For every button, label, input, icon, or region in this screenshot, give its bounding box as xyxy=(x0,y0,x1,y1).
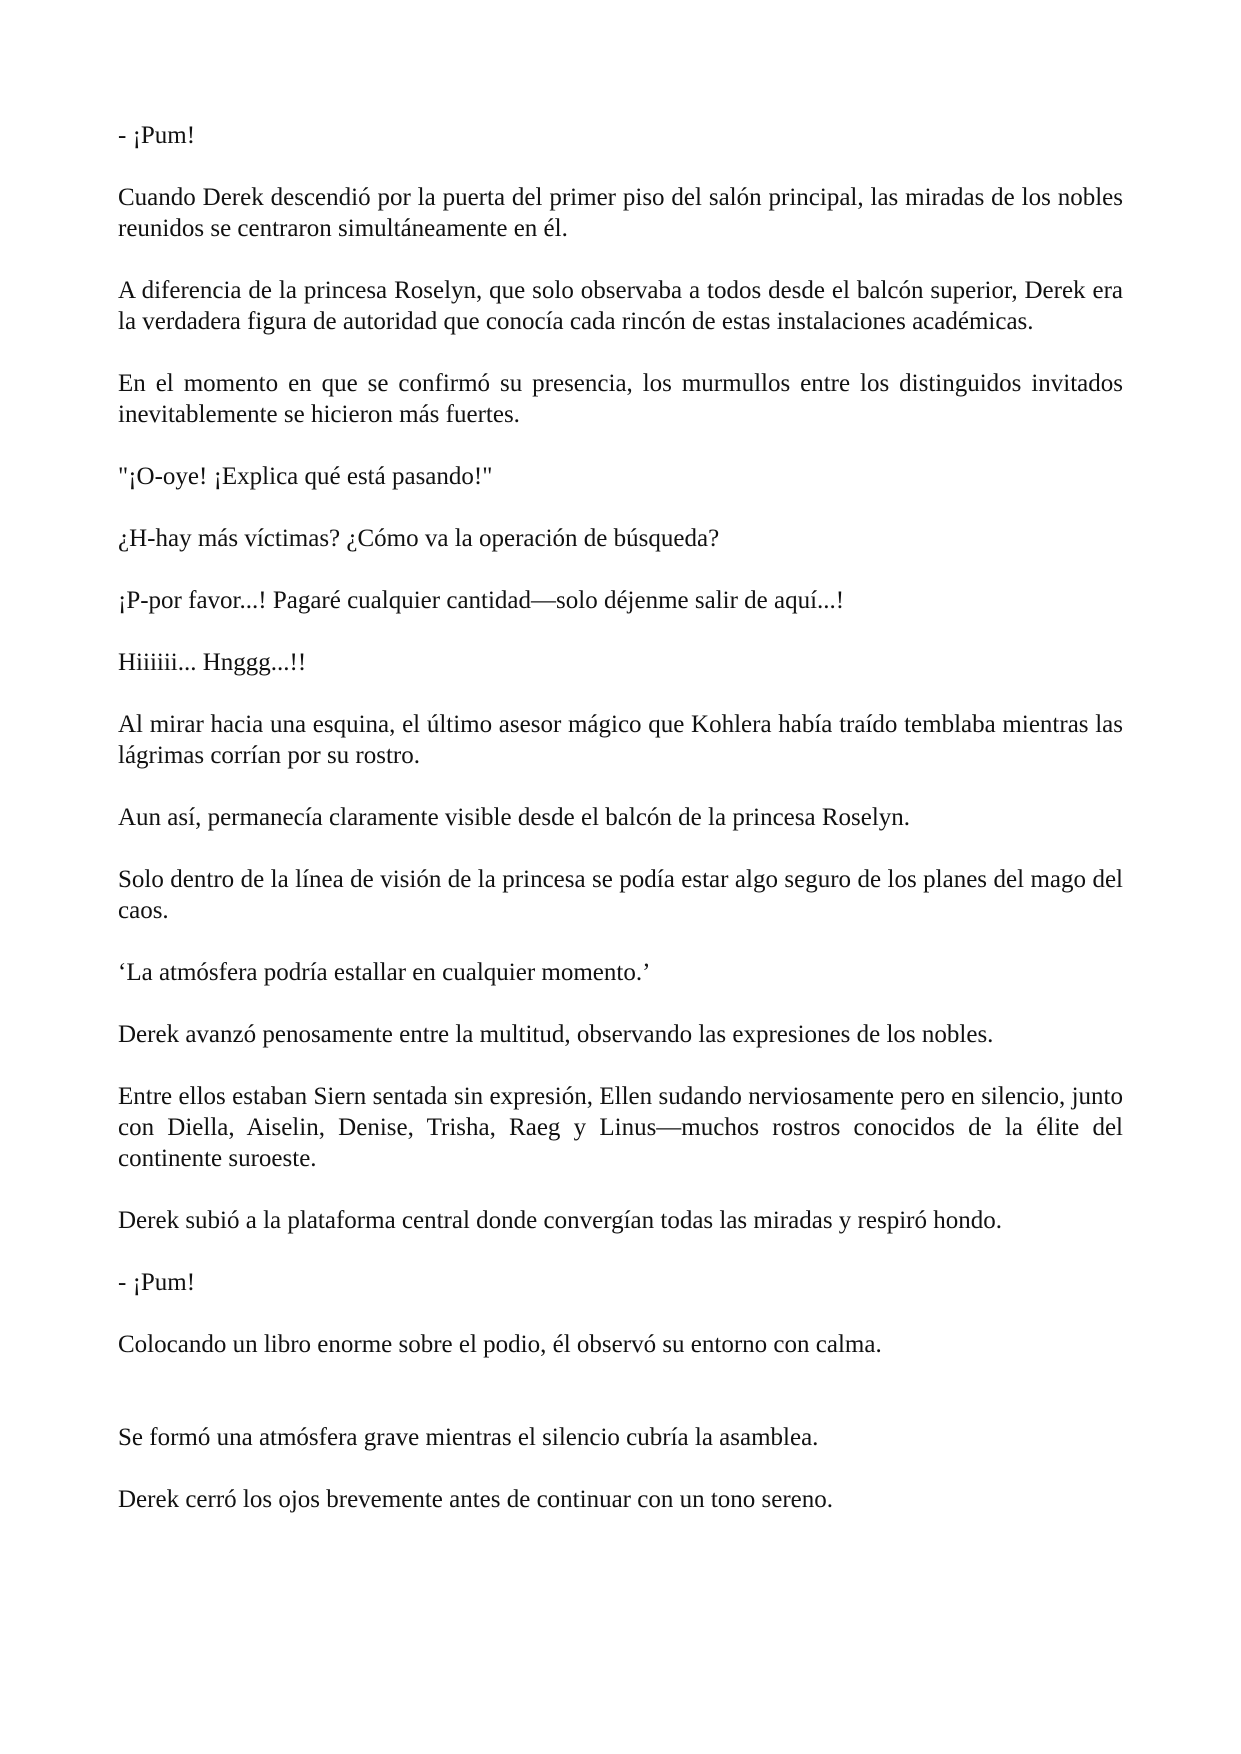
paragraph-6: ¿H-hay más víctimas? ¿Cómo va la operación de búsqueda? xyxy=(118,525,720,552)
document-body xyxy=(118,120,1123,1546)
paragraph-11: Solo dentro de la línea de visión de la princesa se podía estar algo seguro de los planes del mago del caos. xyxy=(118,866,1123,924)
paragraph-15: Derek subió a la plataforma central donde convergían todas las miradas y respiró hondo. xyxy=(118,1207,1002,1234)
paragraph-19: Derek cerró los ojos brevemente antes de continuar con un tono sereno. xyxy=(118,1486,834,1513)
paragraph-3: A diferencia de la princesa Roselyn, que solo observaba a todos desde el balcón superior, Derek era la verdadera figura de autoridad que conocía cada rincón de estas instalaciones académicas. xyxy=(118,277,1123,335)
paragraph-10: Aun así, permanecía claramente visible desde el balcón de la princesa Roselyn. xyxy=(118,804,911,831)
paragraph-12: ‘La atmósfera podría estallar en cualquier momento.’ xyxy=(118,959,651,986)
paragraph-2: Cuando Derek descendió por la puerta del primer piso del salón principal, las miradas de los nobles reunidos se centraron simultáneamente en él. xyxy=(118,184,1123,242)
paragraph-7: ¡P-por favor...! Pagaré cualquier cantidad—solo déjenme salir de aquí...! xyxy=(118,587,845,614)
paragraph-9: Al mirar hacia una esquina, el último asesor mágico que Kohlera había traído temblaba mientras las lágrimas corrían por su rostro. xyxy=(118,711,1123,769)
paragraph-16: - ¡Pum! xyxy=(118,1269,196,1296)
paragraph-18: Se formó una atmósfera grave mientras el silencio cubría la asamblea. xyxy=(118,1424,819,1451)
paragraph-13: Derek avanzó penosamente entre la multitud, observando las expresiones de los nobles. xyxy=(118,1021,994,1048)
paragraph-8: Hiiiiii... Hnggg...!! xyxy=(118,649,307,676)
paragraph-1: - ¡Pum! xyxy=(118,122,196,149)
paragraph-4: En el momento en que se confirmó su presencia, los murmullos entre los distinguidos invitados inevitablemente se hicieron más fuertes. xyxy=(118,370,1123,428)
paragraph-17: Colocando un libro enorme sobre el podio, él observó su entorno con calma. xyxy=(118,1331,882,1358)
paragraph-14: Entre ellos estaban Siern sentada sin expresión, Ellen sudando nerviosamente pero en silencio, junto con Diella, Aiselin, Denise, Trisha, Raeg y Linus—muchos rostros conocidos de la élite del continente suroeste. xyxy=(118,1083,1123,1172)
paragraph-5: "¡O-oye! ¡Explica qué está pasando!" xyxy=(118,463,493,490)
